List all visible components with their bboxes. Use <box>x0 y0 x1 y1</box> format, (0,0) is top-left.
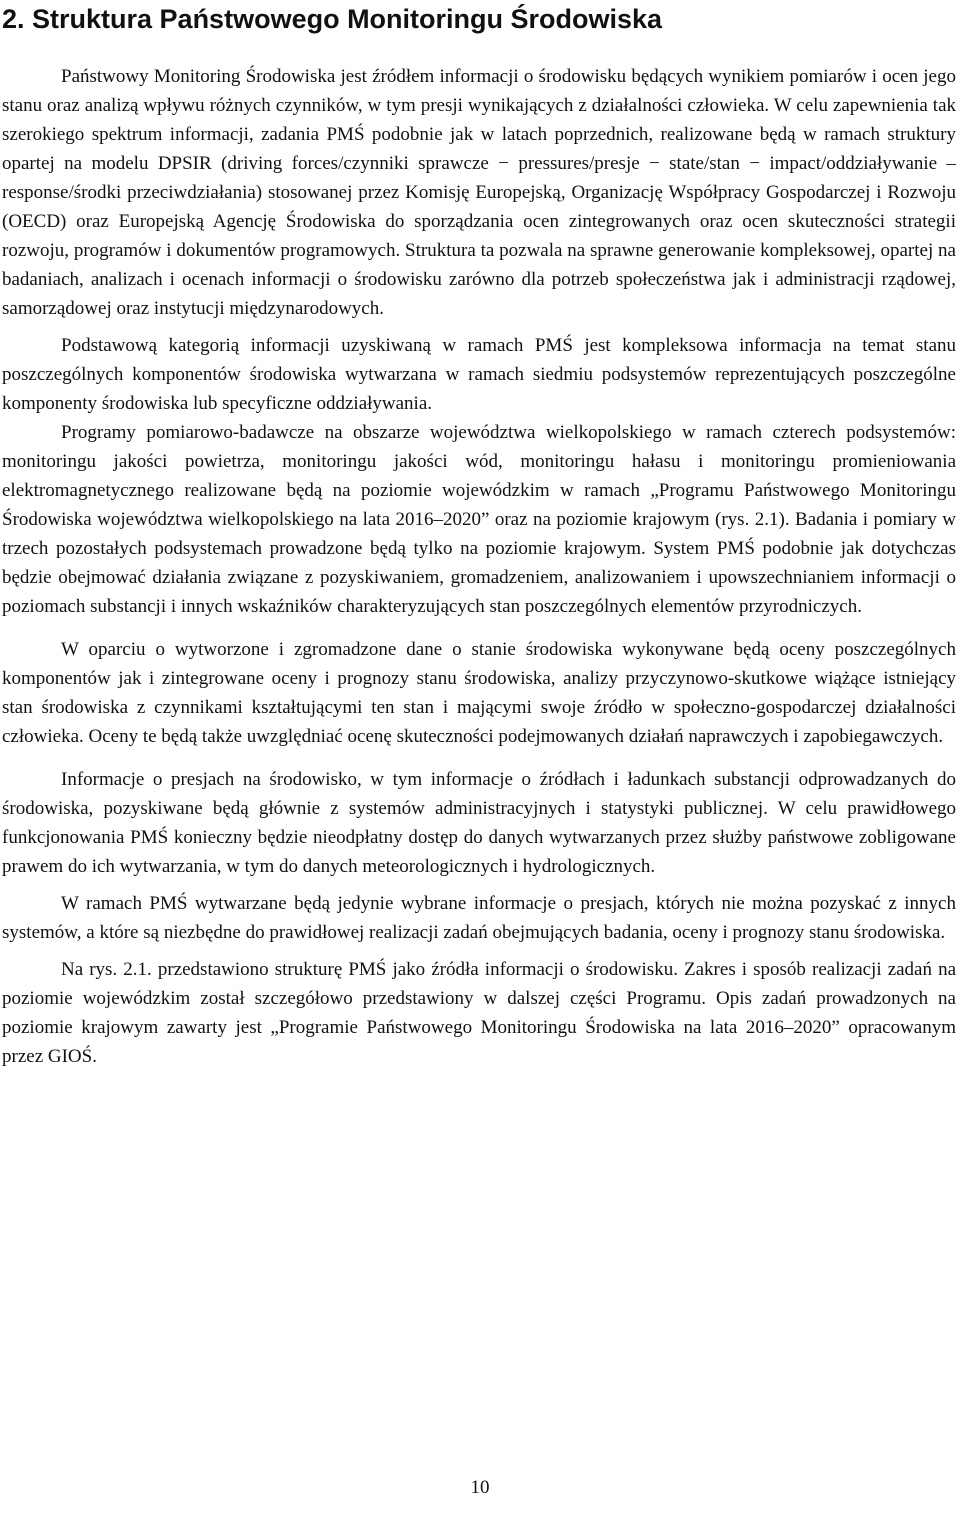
paragraph-pressure-information: Informacje o presjach na środowisko, w tym informacje o źródłach i ładunkach substancji odprowadzanych do środowiska, pozyskiwane będą głównie z systemów administracyjnych i statystyki publicznej. W celu prawidłowego funkcjonowania PMŚ konieczny będzie nieodpłatny dostęp do danych wytwarzanych przez służby państwowe zobligowane prawem do ich wytwarzania, w tym do danych meteorologicznych i hydrologicznych. <box>2 769 956 877</box>
paragraph-pms-definition: Państwowy Monitoring Środowiska jest źródłem informacji o środowisku będących wynikiem pomiarów i ocen jego stanu oraz analizą wpływu różnych czynników, w tym presji wynikających z działalności człowieka. W celu zapewnienia tak szerokiego spektrum informacji, zadania PMŚ podobnie jak w latach poprzednich, realizowane będą w ramach struktury opartej na modelu DPSIR (driving forces/czynniki sprawcze − pressures/presje − state/stan − impact/oddziaływanie – response/środki przeciwdziałania) stosowanej przez Komisję Europejską, Organizację Współpracy Gospodarczej i Rozwoju (OECD) oraz Europejską Agencję Środowiska do sporządzania ocen zintegrowanych oraz ocen skuteczności strategii rozwoju, programów i dokumentów programowych. Struktura ta pozwala na sprawne generowanie kompleksowej, opartej na badaniach, analizach i ocenach informacji o środowisku zarówno dla potrzeb społeczeństwa jak i administracji rządowej, samorządowej oraz instytucji międzynarodowych. <box>2 66 956 319</box>
paragraph-assessments: W oparciu o wytworzone i zgromadzone dane o stanie środowiska wykonywane będą oceny poszczególnych komponentów jak i zintegrowane oceny i prognozy stanu środowiska, analizy przyczynowo-skutkowe wiążące istniejący stan środowiska z czynnikami kształtującymi ten stan i mającymi swoje źródło w społeczno-gospodarczej działalności człowieka. Oceny te będą także uwzględniać ocenę skuteczności podejmowanych działań naprawczych i zapobiegawczych. <box>2 639 956 747</box>
paragraph-measurement-programs: Programy pomiarowo-badawcze na obszarze województwa wielkopolskiego w ramach czterech podsystemów: monitoringu jakości powietrza, monitoringu jakości wód, monitoringu hałasu i monitoringu promieniowania elektromagnetycznego realizowane będą na poziomie wojewódzkim w ramach „Programu Państwowego Monitoringu Środowiska województwa wielkopolskiego na lata 2016–2020” oraz na poziomie krajowym (rys. 2.1). Badania i pomiary w trzech pozostałych podsystemach prowadzone będą tylko na poziomie krajowym. System PMŚ podobnie jak dotychczas będzie obejmować działania związane z pozyskiwaniem, gromadzeniem, analizowaniem i upowszechnianiem informacji o poziomach substancji i innych wskaźników charakteryzujących stan poszczególnych elementów przyrodniczych. <box>2 422 956 617</box>
body-text <box>2 62 956 1071</box>
page-number: 10 <box>470 1477 490 1498</box>
paragraph-selected-pressures: W ramach PMŚ wytwarzane będą jedynie wybrane informacje o presjach, których nie można pozyskać z innych systemów, a które są niezbędne do prawidłowej realizacji zadań obejmujących badania, oceny i prognozy stanu środowiska. <box>2 893 956 943</box>
section-title: 2. Struktura Państwowego Monitoringu Środowiska <box>2 4 663 34</box>
paragraph-basic-category: Podstawową kategorią informacji uzyskiwaną w ramach PMŚ jest kompleksowa informacja na temat stanu poszczególnych komponentów środowiska wytwarzana w ramach siedmiu podsystemów reprezentujących poszczególne komponenty środowiska lub specyficzne oddziaływania. <box>2 335 956 414</box>
paragraph-figure-reference: Na rys. 2.1. przedstawiono strukturę PMŚ jako źródła informacji o środowisku. Zakres i sposób realizacji zadań na poziomie wojewódzkim został szczegółowo przedstawiony w dalszej części Programu. Opis zadań prowadzonych na poziomie krajowym zawarty jest „Programie Państwowego Monitoringu Środowiska na lata 2016–2020” opracowanym przez GIOŚ. <box>2 959 956 1067</box>
